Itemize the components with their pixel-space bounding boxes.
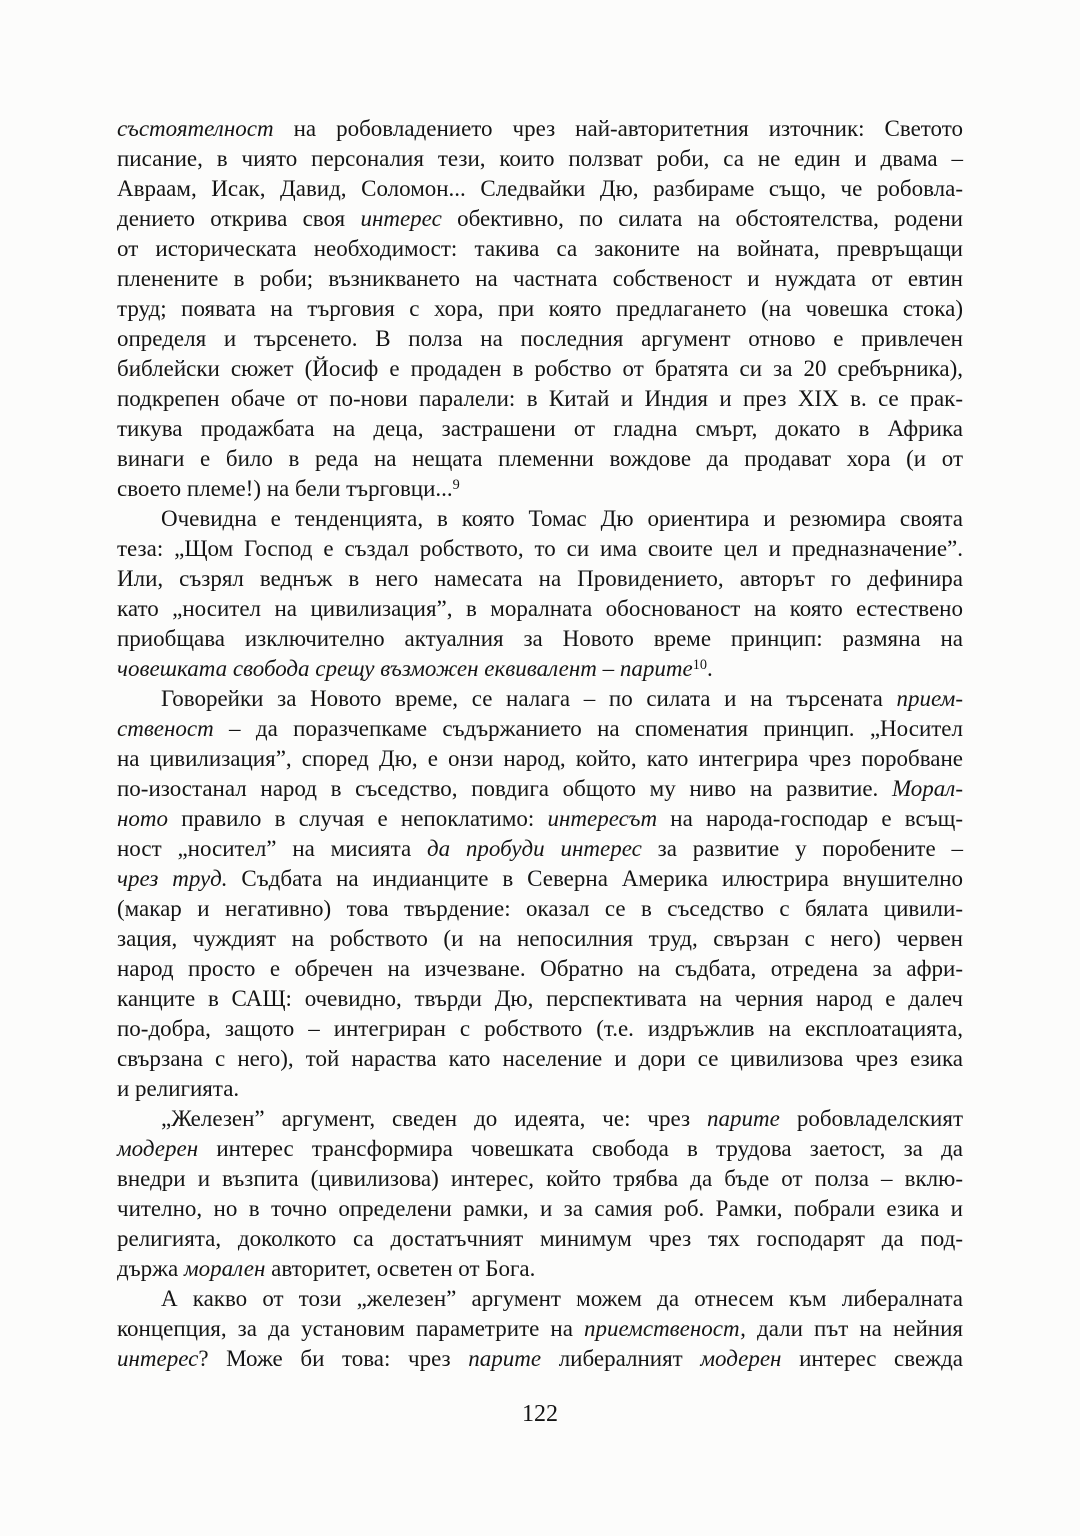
text-line [117, 234, 963, 264]
text-line [117, 534, 963, 564]
text-line [117, 1164, 963, 1194]
text-line [117, 1074, 963, 1104]
italic-text: чрез труд. [117, 866, 228, 891]
text-line [117, 204, 963, 234]
text-segment: по-изостанал народ в съседство, повдига общото му ниво на развитие. [117, 776, 892, 801]
text-line [117, 894, 963, 924]
text-line [117, 1254, 963, 1284]
text-segment: приобщава изключително актуалния за Новото време принцип: размяна на [117, 626, 963, 651]
italic-text: прием- [896, 686, 963, 711]
text-line [117, 444, 963, 474]
text-line [117, 594, 963, 624]
text-segment: писание, в чиято персоналия тези, които ползват роби, са не един и двама – [117, 146, 963, 171]
italic-text: парите [707, 1106, 780, 1131]
text-segment: – да поразчепкаме съдържанието на споменатия принцип. „Носител [213, 716, 963, 741]
text-segment: на народа-господар е всъщ- [657, 806, 964, 831]
text-segment: винаги е било в реда на нещата племенни вождове да продават хора (и от [117, 446, 963, 471]
text-line [117, 774, 963, 804]
text-block [117, 114, 963, 1374]
footnote-ref: 9 [452, 476, 460, 493]
text-segment: (макар и негативно) това твърдение: оказал се в съседство с бялата цивили- [117, 896, 963, 921]
text-line [117, 504, 963, 534]
italic-text: модерен [700, 1346, 782, 1371]
paragraph-3 [117, 684, 963, 1104]
text-line [117, 654, 963, 684]
text-segment: теза: „Щом Господ е създал робството, то си има своите цел и предназначение”. [117, 536, 963, 561]
text-segment: Или, съзрял веднъж в него намесата на Провидението, авторът го дефинира [117, 566, 963, 591]
footnote-ref: 10 [692, 656, 707, 673]
text-line [117, 864, 963, 894]
text-segment: „Железен” аргумент, сведен до идеята, че: чрез [161, 1106, 708, 1131]
paragraph-2 [117, 504, 963, 684]
italic-text: интересът [547, 806, 658, 831]
italic-text: ното [117, 806, 169, 831]
text-segment: Очевидна е тенденцията, в която Томас Дю ориентира и резюмира своята [161, 506, 963, 531]
text-segment: канците в САЩ: очевидно, твърди Дю, перспективата на черния народ е далеч [117, 986, 963, 1011]
text-segment: А какво от този „железен” аргумент можем да отнесем към либералната [161, 1286, 963, 1311]
italic-text: да пробуди интерес [426, 836, 642, 861]
text-segment: религията, доколкото са достатъчният минимум чрез тях господарят да под- [117, 1226, 963, 1251]
text-line [117, 1044, 963, 1074]
text-line [117, 1224, 963, 1254]
text-line [117, 714, 963, 744]
text-line [117, 1194, 963, 1224]
text-segment: внедри и възпита (цивилизова) интерес, който трябва да бъде от полза – вклю- [117, 1166, 963, 1191]
text-line [117, 834, 963, 864]
italic-text: Морал- [891, 776, 963, 801]
text-segment: дали път на нейния [745, 1316, 963, 1341]
text-line [117, 294, 963, 324]
text-segment: и религията. [117, 1076, 240, 1101]
text-segment: обективно, по силата на обстоятелства, родени [441, 206, 963, 231]
text-line [117, 324, 963, 354]
italic-text: модерен [117, 1136, 199, 1161]
text-segment: от историческата необходимост: такива са законите на войната, превръщащи [117, 236, 963, 261]
text-line [117, 354, 963, 384]
text-line [117, 474, 963, 504]
text-segment: авторитет, осветен от Бога. [265, 1256, 536, 1281]
text-line [117, 1134, 963, 1164]
text-segment: чително, но в точно определени рамки, и за самия роб. Рамки, побрали езика и [117, 1196, 963, 1221]
text-segment: подкрепен обаче от по-нови паралели: в Китай и Индия и през XIX в. се прак- [117, 386, 963, 411]
italic-text: интерес [117, 1346, 199, 1371]
text-segment: зация, чуждият на робството (и на непосилния труд, свързан с него) червен [117, 926, 963, 951]
text-line [117, 684, 963, 714]
text-segment: на робовладението чрез най-авторитетния източник: Светото [273, 116, 963, 141]
text-line [117, 804, 963, 834]
text-segment: ност „носител” на мисията [117, 836, 427, 861]
page-number: 122 [522, 1401, 558, 1427]
text-segment: правило в случая е непоклатимо: [168, 806, 548, 831]
text-segment: свързана с него), той нараства като население и дори се цивилизова чрез езика [117, 1046, 963, 1071]
text-segment: държа [117, 1256, 184, 1281]
italic-text: човешката свобода срещу възможен еквивалент – парите [117, 656, 693, 681]
italic-text: парите [468, 1346, 542, 1371]
text-line [117, 174, 963, 204]
text-line [117, 414, 963, 444]
text-segment: библейски сюжет (Йосиф е продаден в робство от братята си за 20 сребърника), [117, 356, 963, 381]
paragraph-1 [117, 114, 963, 504]
paragraph-4 [117, 1104, 963, 1284]
text-line [117, 954, 963, 984]
text-line [117, 744, 963, 774]
text-segment: определя и търсенето. В полза на последния аргумент отново е привлечен [117, 326, 963, 351]
text-segment: пленените в роби; възникването на частната собственост и нуждата от евтин [117, 266, 963, 291]
text-segment: народ просто е обречен на изчезване. Обратно на съдбата, отредена за афри- [117, 956, 963, 981]
text-segment: труд; появата на търговия с хора, при която предлагането (на човешка стока) [117, 296, 963, 321]
text-segment: като „носител на цивилизация”, в моралната обоснованост на която естествено [117, 596, 963, 621]
paragraph-5 [117, 1284, 963, 1374]
italic-text: ственост [117, 716, 214, 741]
text-segment: . [706, 656, 713, 681]
text-line [117, 564, 963, 594]
text-line [117, 1314, 963, 1344]
text-segment: своето племе!) на бели търговци... [117, 476, 453, 501]
text-line [117, 1104, 963, 1134]
text-segment: за развитие у поробените – [641, 836, 963, 861]
text-line [117, 144, 963, 174]
text-segment: Авраам, Исак, Давид, Соломон... Следвайки Дю, разбираме също, че робовла- [117, 176, 963, 201]
text-segment: интерес свежда [781, 1346, 963, 1371]
text-segment: на цивилизация”, според Дю, е онзи народ, който, като интегрира чрез поробване [117, 746, 963, 771]
text-line [117, 624, 963, 654]
text-line [117, 114, 963, 144]
text-segment: по-добра, защото – интегриран с робството (т.е. издръжлив на експлоатацията, [117, 1016, 963, 1041]
text-line [117, 1344, 963, 1374]
text-line [117, 924, 963, 954]
text-line [117, 1284, 963, 1314]
text-line [117, 384, 963, 414]
italic-text: интерес [360, 206, 442, 231]
text-segment: тикува продажбата на деца, застрашени от гладна смърт, докато в Африка [117, 416, 963, 441]
text-segment: дението открива своя [117, 206, 361, 231]
text-segment: робовладелският [779, 1106, 963, 1131]
text-segment: Говорейки за Новото време, се налага – по силата и на търсената [161, 686, 897, 711]
italic-text: приемственост, [584, 1316, 746, 1341]
text-segment: концепция, за да установим параметрите на [117, 1316, 585, 1341]
text-line [117, 264, 963, 294]
text-line [117, 1014, 963, 1044]
text-segment: либералният [541, 1346, 701, 1371]
text-line [117, 984, 963, 1014]
text-segment: интерес трансформира човешката свобода в трудова заетост, за да [198, 1136, 963, 1161]
italic-text: състоятелност [117, 116, 274, 141]
text-segment: ? Може би това: чрез [198, 1346, 469, 1371]
text-segment: Съдбата на индианците в Северна Америка илюстрира внушително [227, 866, 963, 891]
italic-text: морален [183, 1256, 266, 1281]
